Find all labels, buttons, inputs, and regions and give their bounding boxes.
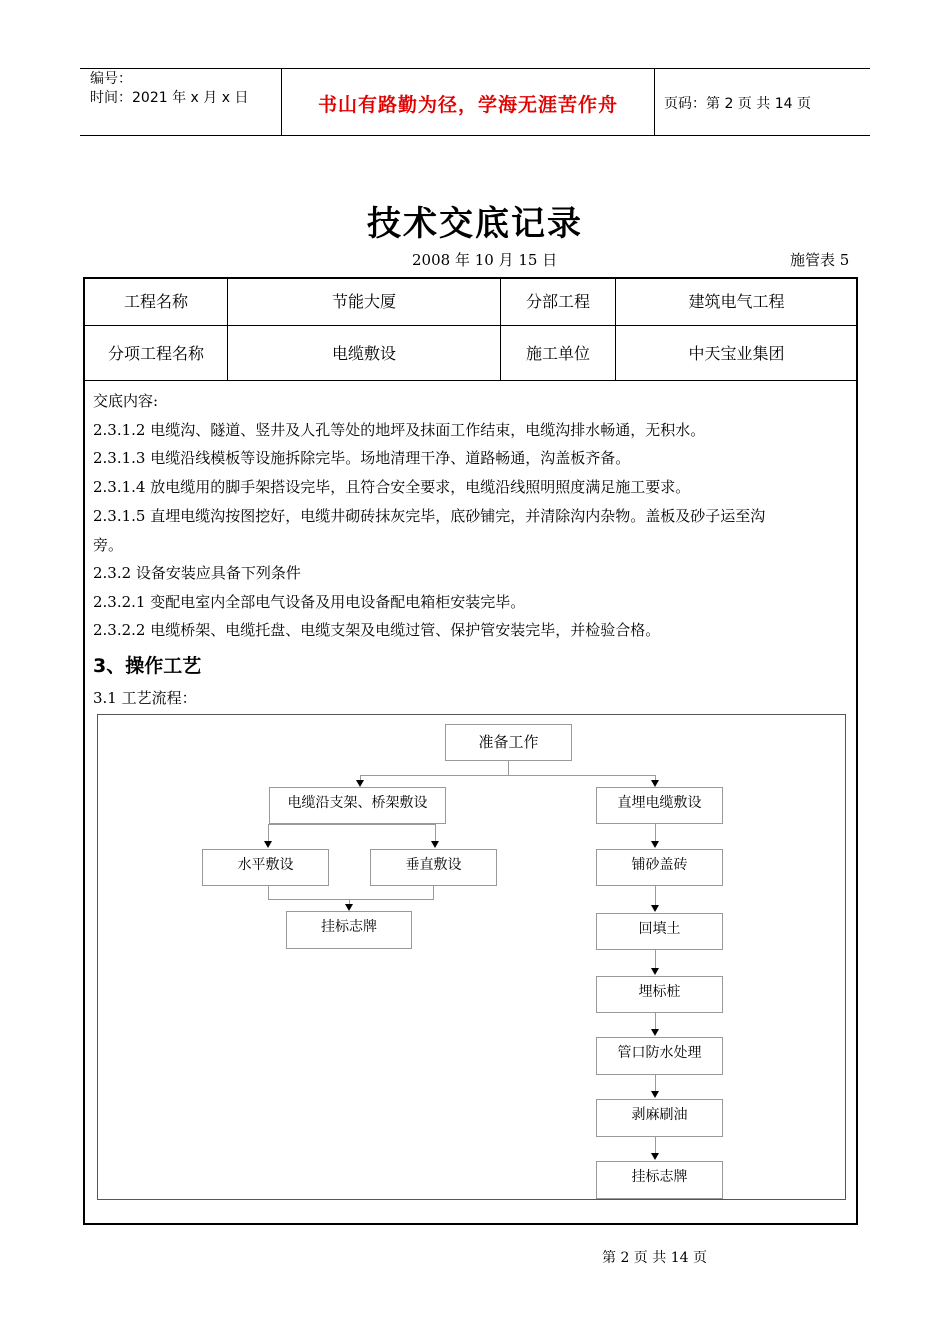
flow-step-box: 埋标桩 <box>596 976 723 1013</box>
flow-arrow <box>651 841 659 848</box>
flow-connector <box>655 1013 656 1030</box>
content-line: 2.3.2.1 变配电室内全部电气设备及用电设备配电箱柜安装完毕。 <box>93 593 526 611</box>
flow-arrow <box>651 1153 659 1160</box>
flow-connector <box>360 775 656 776</box>
flow-connector <box>268 824 269 842</box>
content-line: 2.3.1.5 直埋电缆沟按图挖好，电缆井砌砖抹灰完毕，底砂铺完，并清除沟内杂物。盖板及砂子运至沟 <box>93 507 766 525</box>
flow-connector <box>655 950 656 969</box>
form-number: 施管表 5 <box>790 251 850 269</box>
table-row-rule <box>83 325 858 326</box>
header-meta <box>90 70 248 108</box>
content-line: 2.3.1.3 电缆沿线模板等设施拆除完毕。场地清理干净、道路畅通，沟盖板齐备。 <box>93 449 631 467</box>
flow-label: 3.1 工艺流程： <box>93 689 197 707</box>
flow-start-box: 准备工作 <box>445 724 572 761</box>
flow-connector <box>655 824 656 842</box>
flow-arrow <box>651 1091 659 1098</box>
flow-connector <box>268 886 269 899</box>
flow-arrow <box>651 968 659 975</box>
flow-connector <box>655 1137 656 1154</box>
content-line: 旁。 <box>93 536 124 554</box>
flowchart-frame <box>97 714 846 1200</box>
flow-connector <box>655 886 656 906</box>
content-line: 2.3.1.4 放电缆用的脚手架搭设完毕，且符合安全要求，电缆沿线照明照度满足施工要求。 <box>93 478 691 496</box>
division-value: 建筑电气工程 <box>688 292 785 311</box>
flow-arrow <box>345 904 353 911</box>
flow-vertical-box: 垂直敷设 <box>370 849 497 886</box>
subitem-label: 分项工程名称 <box>107 344 204 363</box>
flow-connector <box>655 1075 656 1092</box>
project-name-label: 工程名称 <box>123 292 188 311</box>
header-divider <box>654 68 655 136</box>
flow-step-box: 剥麻刷油 <box>596 1099 723 1137</box>
header-page-info: 页码：第 2 页 共 14 页 <box>664 96 811 112</box>
serial-label: 编号： <box>90 71 132 87</box>
flow-connector <box>435 824 436 842</box>
flow-arrow <box>431 841 439 848</box>
header-top-rule <box>80 68 870 69</box>
flow-right-branch-box: 直埋电缆敷设 <box>596 787 723 824</box>
flow-arrow <box>651 780 659 787</box>
flow-step-box: 管口防水处理 <box>596 1037 723 1075</box>
flow-step-box: 回填土 <box>596 913 723 950</box>
document-date: 2008 年 10 月 15 日 <box>412 251 558 269</box>
flow-connector <box>508 761 509 775</box>
header-bottom-rule <box>80 135 870 136</box>
content-intro: 交底内容: <box>93 392 159 410</box>
subitem-value: 电缆敷设 <box>331 344 396 363</box>
flow-arrow <box>356 780 364 787</box>
document-title: 技术交底记录 <box>367 204 583 244</box>
section-3-heading: 3、操作工艺 <box>93 655 202 677</box>
content-line: 2.3.2 设备安装应具备下列条件 <box>93 564 301 582</box>
flow-left-branch-box: 电缆沿支架、桥架敷设 <box>269 787 446 824</box>
page-footer: 第 2 页 共 14 页 <box>602 1250 707 1266</box>
flow-arrow <box>264 841 272 848</box>
flow-step-box: 铺砂盖砖 <box>596 849 723 886</box>
flow-arrow <box>651 905 659 912</box>
flow-connector <box>268 824 436 825</box>
flow-connector <box>268 899 434 900</box>
time-label: 时间：2021 年 x 月 x 日 <box>90 90 249 106</box>
project-name-value: 节能大厦 <box>331 292 396 311</box>
unit-value: 中天宝业集团 <box>688 344 785 363</box>
flow-left-tag-box: 挂标志牌 <box>286 911 412 949</box>
flow-horizontal-box: 水平敷设 <box>202 849 329 886</box>
content-line: 2.3.2.2 电缆桥架、电缆托盘、电缆支架及电缆过管、保护管安装完毕，并检验合格。 <box>93 621 661 639</box>
unit-label: 施工单位 <box>525 344 590 363</box>
flow-connector <box>433 886 434 899</box>
division-label: 分部工程 <box>525 292 590 311</box>
table-row-rule <box>83 380 858 381</box>
content-line: 2.3.1.2 电缆沟、隧道、竖井及人孔等处的地坪及抹面工作结束，电缆沟排水畅通，无积水。 <box>93 421 706 439</box>
flow-step-box: 挂标志牌 <box>596 1161 723 1199</box>
flow-arrow <box>651 1029 659 1036</box>
header-motto: 书山有路勤为径，学海无涯苦作舟 <box>317 94 618 116</box>
